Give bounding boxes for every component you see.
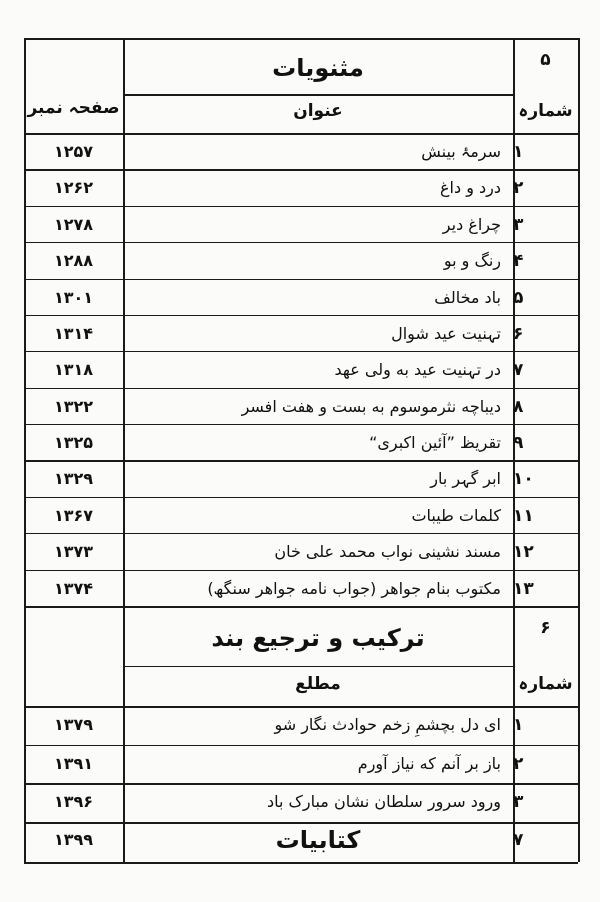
row-page: ۱۳۱۴ bbox=[53, 323, 94, 343]
row-title: سرمۂ بینش bbox=[421, 142, 501, 161]
column-header-page: صفحہ نمبر bbox=[27, 98, 120, 118]
row-title: تقریظ ”آئین اکبری“ bbox=[369, 433, 501, 453]
row-number: ۱ bbox=[513, 715, 524, 735]
section-5-title-rule bbox=[123, 94, 513, 96]
row-page: ۱۳۷۹ bbox=[53, 715, 94, 734]
section-6-number: ۶ bbox=[540, 618, 551, 638]
table-row-divider bbox=[24, 351, 578, 352]
section-5-right-border bbox=[578, 38, 580, 606]
row-page: ۱۳۰۱ bbox=[53, 287, 94, 307]
table-row-divider bbox=[24, 206, 578, 207]
row-number: ۵ bbox=[513, 287, 524, 308]
section-7-title: کتابیات bbox=[275, 826, 361, 854]
row-page: ۱۲۷۸ bbox=[53, 214, 94, 234]
table-row-divider bbox=[24, 783, 578, 784]
section-5-top-border bbox=[24, 38, 578, 40]
table-row-divider bbox=[24, 424, 578, 425]
row-number: ۹ bbox=[513, 433, 524, 454]
row-page: ۱۳۲۲ bbox=[53, 396, 94, 416]
row-title: ای دل بچشمِ زخم حوادث نگار شو bbox=[274, 715, 501, 734]
column-header-number: شمارہ bbox=[518, 101, 573, 121]
row-title: درد و داغ bbox=[440, 178, 501, 198]
row-page: ۱۳۶۷ bbox=[53, 505, 94, 525]
row-page: ۱۳۷۴ bbox=[53, 578, 94, 598]
table-row-divider bbox=[24, 497, 578, 498]
row-title: در تہنیت عید به ولی عهد bbox=[334, 360, 501, 380]
table-row-divider bbox=[24, 570, 578, 571]
table-row-divider bbox=[24, 745, 578, 746]
col-divider-page bbox=[123, 38, 125, 606]
section-6-header-title: مطلع bbox=[295, 674, 341, 694]
row-title: تہنیت عید شوال bbox=[391, 323, 501, 343]
table-row-divider bbox=[24, 315, 578, 316]
row-number: ۱۳ bbox=[513, 578, 534, 599]
section-6-title: ترکیب و ترجیع بند bbox=[211, 624, 425, 652]
section-6-col-number bbox=[513, 606, 515, 822]
section-6-header-number: شمارہ bbox=[518, 674, 573, 694]
table-row-divider bbox=[24, 533, 578, 534]
row-page: ۱۲۸۸ bbox=[53, 251, 94, 271]
column-header-title: عنوان bbox=[293, 101, 343, 121]
row-number: ۱۱ bbox=[513, 505, 534, 526]
row-page: ۱۲۵۷ bbox=[53, 142, 94, 161]
row-title: ورود سرور سلطان نشان مبارک باد bbox=[267, 792, 501, 812]
row-title: رنگ و بو bbox=[443, 251, 501, 271]
row-number: ۲ bbox=[513, 178, 524, 199]
section-7-right-border bbox=[578, 822, 580, 862]
section-7-number: ۷ bbox=[513, 830, 524, 850]
section-5-number: ۵ bbox=[540, 50, 551, 70]
row-title: ابر گہر بار bbox=[430, 469, 501, 489]
section-5-header-rule bbox=[24, 133, 578, 135]
row-title: چراغ دیر bbox=[442, 214, 501, 234]
row-number: ۴ bbox=[513, 251, 524, 272]
row-page: ۱۳۹۱ bbox=[53, 753, 94, 773]
row-number: ۱۲ bbox=[513, 542, 534, 563]
section-6-bottom-border bbox=[24, 822, 578, 824]
row-title: باد مخالف bbox=[434, 287, 501, 307]
section-7-page: ۱۳۹۹ bbox=[53, 830, 94, 849]
table-row-divider bbox=[24, 169, 578, 170]
table-row-divider bbox=[24, 388, 578, 389]
section-6-right-border bbox=[578, 606, 580, 822]
row-page: ۱۳۷۳ bbox=[53, 542, 94, 562]
row-number: ۷ bbox=[513, 360, 524, 381]
section-7-bottom-border bbox=[24, 862, 578, 864]
row-title: باز بر آنم که نیاز آورم bbox=[357, 753, 501, 773]
row-number: ۳ bbox=[513, 792, 524, 813]
row-number: ۲ bbox=[513, 753, 524, 774]
row-number: ۳ bbox=[513, 214, 524, 235]
row-number: ۱ bbox=[513, 142, 524, 162]
row-title: کلمات طیبات bbox=[411, 505, 501, 525]
section-5-bottom-border bbox=[24, 606, 578, 608]
table-row-divider bbox=[24, 460, 578, 461]
row-title: مکتوب بنام جواهر (جواب نامه جواهر سنگھ) bbox=[207, 578, 501, 598]
row-page: ۱۳۲۵ bbox=[53, 433, 94, 453]
table-row-divider bbox=[24, 242, 578, 243]
section-6-title-rule bbox=[123, 666, 513, 667]
row-title: دیباچه نثرموسوم به بست و هفت افسر bbox=[241, 396, 501, 416]
section-6-left-border bbox=[24, 606, 26, 822]
table-row-divider bbox=[24, 279, 578, 280]
row-page: ۱۳۲۹ bbox=[53, 469, 94, 489]
section-5-title: مثنویات bbox=[272, 54, 364, 82]
row-page: ۱۲۶۲ bbox=[53, 178, 94, 198]
section-6-header-rule bbox=[24, 706, 578, 708]
row-number: ۱۰ bbox=[513, 469, 534, 490]
row-page: ۱۳۹۶ bbox=[53, 792, 94, 812]
row-title: مسند نشینی نواب محمد علی خان bbox=[274, 542, 501, 562]
row-number: ۸ bbox=[513, 396, 524, 417]
row-number: ۶ bbox=[513, 323, 524, 344]
row-page: ۱۳۱۸ bbox=[53, 360, 94, 380]
